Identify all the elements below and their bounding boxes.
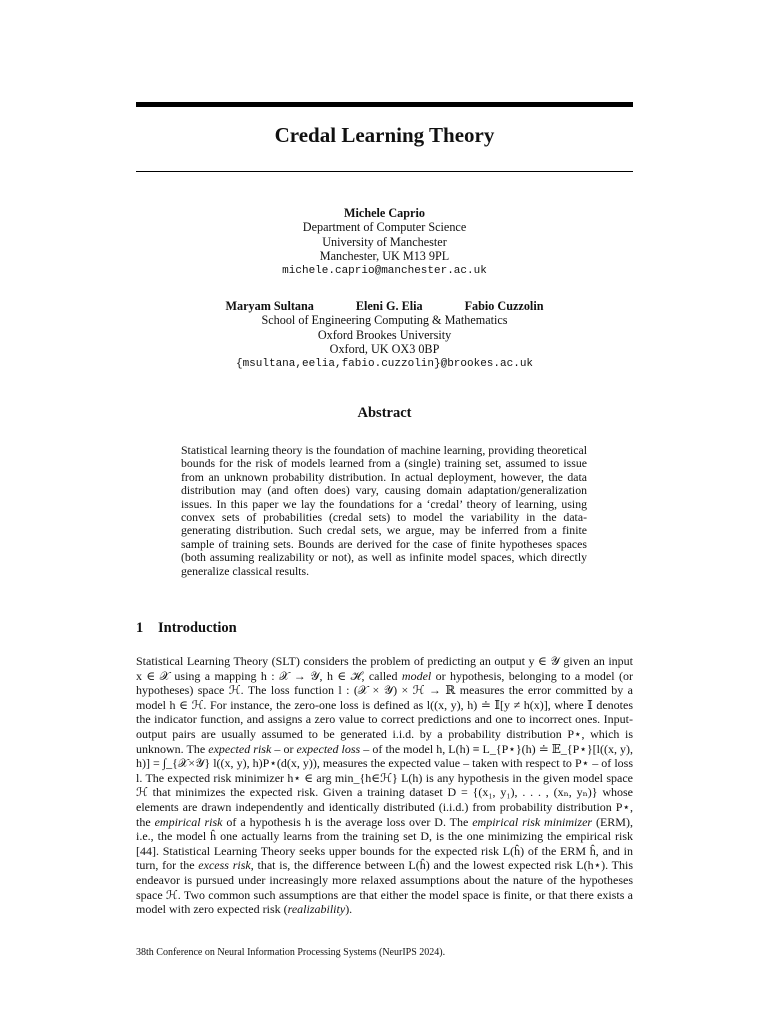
abstract-text: Statistical learning theory is the foundation of machine learning, providing theoretical bounds for the risk of models learned from a (single) training set, assumed to issue from an unknown probability distribution. In actual deployment, however, the data distribution may (and often does) vary, causing domain adaptation/generalization issues. In this paper we lay the foundations for a ‘credal’ theory of learning, using convex sets of probabilities (credal sets) to model the variability in the data-generating distribution. Such credal sets, we argue, may be inferred from a finite sample of training sets. Bounds are derived for the case of finite hypotheses spaces (both assuming realizability or not), as well as infinite model spaces, which directly generalize classical results. (181, 443, 587, 578)
paper-title: Credal Learning Theory (274, 123, 495, 147)
title-bottom-rule (136, 171, 633, 172)
author-block-1 (136, 206, 633, 278)
intro-emphasis: excess risk (198, 858, 251, 873)
intro-emphasis: empirical risk (154, 814, 223, 829)
author-names-row (136, 299, 633, 313)
author-name: Michele Caprio (344, 206, 425, 220)
author-block-2 (136, 299, 633, 371)
intro-emphasis: empirical risk minimizer (472, 814, 593, 829)
author-name: Fabio Cuzzolin (464, 299, 544, 313)
author-department: School of Engineering Computing & Mathematics (261, 313, 508, 328)
author-email[interactable]: michele.caprio@manchester.ac.uk (282, 264, 487, 277)
section-heading (136, 620, 237, 637)
intro-text: – of the model h, L(h) ≡ L_{P⋆}(h) ≐ 𝔼_{P⋆}[l((x, y), h)] = ∫_{𝒳×𝒴} l((x, y), h)P⋆(d(x, y)), measures the expected value – taken with respect to P⋆ – of loss l. The expected risk minimizer h⋆ ∈ arg min_{h∈ℋ} L(h) is any hypothesis in the given model space ℋ that minimizes the expected risk. Given a training dataset D = {(x₁, y₁), . . . , (xₙ, yₙ)} whose elements are drawn independently and identically distributed (i.i.d.) from probability distribution P⋆, the (136, 741, 634, 829)
author-address: Manchester, UK M13 9PL (319, 249, 450, 264)
author-department: Department of Computer Science (302, 220, 467, 235)
intro-text: – or (271, 741, 297, 756)
intro-emphasis: expected loss (296, 741, 361, 756)
intro-emphasis: expected risk (208, 741, 272, 756)
author-name: Maryam Sultana (225, 299, 314, 313)
conference-footnote: 38th Conference on Neural Information Processing Systems (NeurIPS 2024). (136, 947, 446, 958)
author-name: Eleni G. Elia (355, 299, 423, 313)
intro-text: Statistical Learning Theory (SLT) considers the problem of predicting an output y ∈ 𝒴 given an input x ∈ 𝒳 using a mapping h : 𝒳 → 𝒴, h ∈ ℋ, called (136, 654, 633, 683)
author-university: University of Manchester (322, 234, 447, 249)
intro-text: , that is, the difference between L(ĥ) and the lowest expected risk L(h⋆). This endeavor is pursued under increasingly more relaxed assumptions about the nature of the hypotheses space ℋ. Two common such assumptions are that either the model space is finite, or that there exists a model with zero expected risk ( (136, 858, 633, 917)
intro-text: ). (345, 902, 353, 917)
section-title: Introduction (158, 620, 237, 636)
introduction-paragraph (136, 654, 633, 917)
intro-text: of a hypothesis h is the average loss over D. The (222, 814, 473, 829)
intro-emphasis: realizability (287, 902, 346, 917)
section-number: 1 (136, 620, 144, 636)
intro-emphasis: model (401, 668, 432, 683)
title-top-rule (136, 102, 633, 107)
intro-text: or hypothesis, belonging to a model (or hypotheses) space ℋ. The loss function l : (𝒳 × 𝒴) × ℋ → ℝ measures the error committed by a model h ∈ ℋ. For instance, the zero-one loss is defined as l((x, y), h) ≐ 𝕀[y ≠ h(x)], where 𝕀 denotes the indicator function, and assigns a zero value to correct predictions and one to incorrect ones. Input-output pairs are usually assumed to be generated i.i.d. by a probability distribution P⋆, which is unknown. The (136, 668, 633, 756)
author-university: Oxford Brookes University (317, 327, 452, 342)
abstract-heading: Abstract (357, 405, 412, 421)
intro-text: (ERM), i.e., the model ĥ one actually learns from the training set D, is the one minimizing the empirical risk [44]. Statistical Learning Theory seeks upper bounds for the expected risk L(ĥ) of the ERM ĥ, and in turn, for the (136, 814, 633, 873)
author-email[interactable]: {msultana,eelia,fabio.cuzzolin}@brookes.ac.uk (235, 357, 534, 370)
author-address: Oxford, UK OX3 0BP (329, 342, 440, 357)
